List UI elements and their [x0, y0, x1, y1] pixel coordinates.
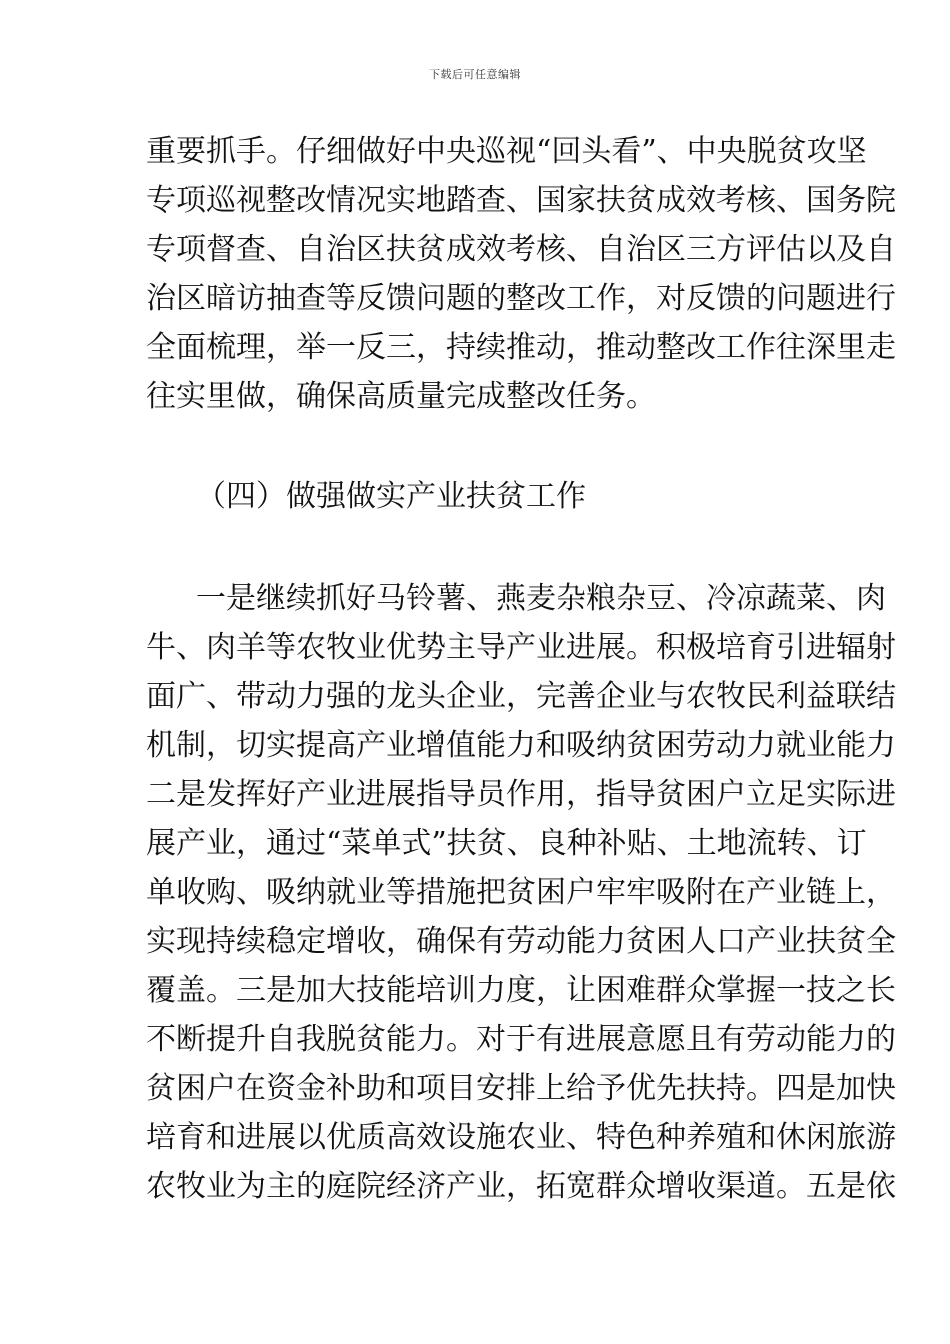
paragraph-line: 覆盖。三是加大技能培训力度，让困难群众掌握一技之长 — [146, 973, 896, 1008]
paragraph-line: 二是发挥好产业进展指导员作用，指导贫困户立足实际进 — [146, 777, 896, 812]
paragraph-line: 单收购、吸纳就业等措施把贫困户牢牢吸附在产业链上， — [146, 875, 896, 910]
header-note: 下载后可任意编辑 — [429, 68, 521, 81]
paragraph-line: 机制，切实提高产业增值能力和吸纳贫困劳动力就业能力 — [146, 728, 896, 763]
paragraph-line: 治区暗访抽查等反馈问题的整改工作，对反馈的问题进行 — [146, 281, 896, 316]
paragraph-line: 一是继续抓好马铃薯、燕麦杂粮杂豆、冷凉蔬菜、肉 — [196, 581, 886, 616]
paragraph-line: 专项督查、自治区扶贫成效考核、自治区三方评估以及自 — [146, 232, 896, 267]
paragraph-line: 往实里做，确保高质量完成整改任务。 — [146, 379, 656, 414]
paragraph-line: 实现持续稳定增收，确保有劳动能力贫困人口产业扶贫全 — [146, 924, 896, 959]
paragraph-line: 农牧业为主的庭院经济产业，拓宽群众增收渠道。五是依 — [146, 1169, 896, 1204]
paragraph-line: 全面梳理，举一反三，持续推动，推动整改工作往深里走 — [146, 330, 896, 365]
section-heading: （四）做强做实产业扶贫工作 — [196, 479, 586, 514]
paragraph-line: 重要抓手。仔细做好中央巡视“回头看”、中央脱贫攻坚 — [146, 134, 867, 169]
paragraph-line: 牛、肉羊等农牧业优势主导产业进展。积极培育引进辐射 — [146, 630, 896, 665]
paragraph-line: 培育和进展以优质高效设施农业、特色种养殖和休闲旅游 — [146, 1120, 896, 1155]
paragraph-line: 面广、带动力强的龙头企业，完善企业与农牧民利益联结 — [146, 679, 896, 714]
paragraph-line: 专项巡视整改情况实地踏查、国家扶贫成效考核、国务院 — [146, 183, 896, 218]
paragraph-line: 不断提升自我脱贫能力。对于有进展意愿且有劳动能力的 — [146, 1022, 896, 1057]
paragraph-line: 贫困户在资金补助和项目安排上给予优先扶持。四是加快 — [146, 1071, 896, 1106]
paragraph-line: 展产业，通过“菜单式”扶贫、良种补贴、土地流转、订 — [146, 826, 867, 861]
